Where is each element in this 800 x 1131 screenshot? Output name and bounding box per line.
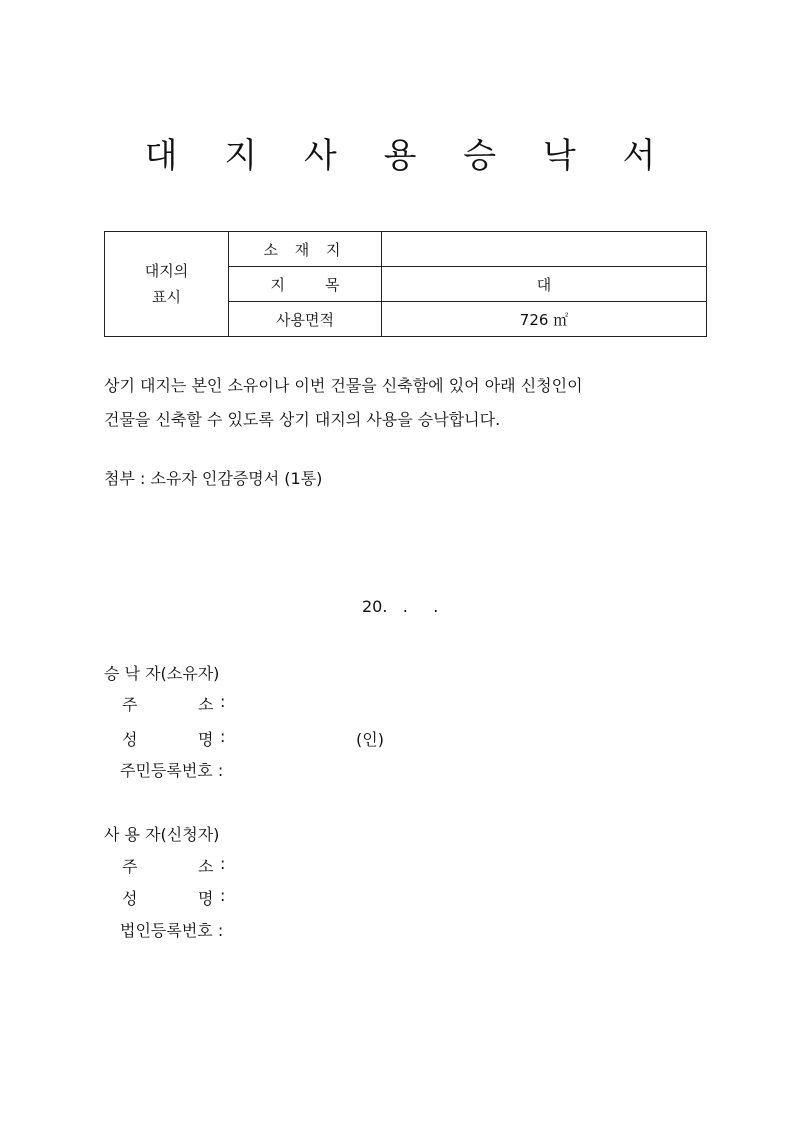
user-address-label-b: 소 — [198, 857, 214, 876]
user-address-colon: : — [220, 854, 226, 873]
grantor-name-colon: : — [220, 727, 226, 746]
seal-mark: (인) — [356, 730, 384, 749]
lot-group-label-line2: 표시 — [152, 288, 181, 306]
land-category-value: 대 — [382, 267, 707, 302]
lot-group-label-line1: 대지의 — [144, 262, 189, 280]
user-corporate-id-label: 법인등록번호 : — [120, 921, 224, 940]
location-label: 소 재 지 — [229, 232, 382, 267]
document-title: 대 지 사 용 승 낙 서 — [144, 136, 674, 176]
grantor-address-label-b: 소 — [198, 695, 214, 714]
consent-paragraph — [104, 369, 583, 437]
usage-area-label: 사용면적 — [229, 302, 382, 337]
grantor-heading: 승 낙 자(소유자) — [104, 664, 220, 683]
user-heading: 사 용 자(신청자) — [104, 825, 220, 844]
consent-line-2: 건물을 신축할 수 있도록 상기 대지의 사용을 승낙합니다. — [104, 410, 501, 429]
grantor-name-label-b: 명 — [198, 730, 214, 749]
usage-area-value: 726 ㎡ — [382, 302, 707, 337]
user-name-label-b: 명 — [198, 889, 214, 908]
location-value — [382, 232, 707, 267]
land-category-label: 지목 — [229, 267, 382, 302]
attachment-note: 첨부 : 소유자 인감증명서 (1통) — [104, 469, 323, 488]
grantor-address-colon: : — [220, 692, 226, 711]
user-address-label-a: 주 — [122, 857, 138, 876]
user-name-label-a: 성 — [122, 889, 138, 908]
consent-line-1: 상기 대지는 본인 소유이나 이번 건물을 신축함에 있어 아래 신청인이 — [104, 376, 583, 395]
date-line: 20. . . — [362, 597, 439, 616]
grantor-name-label-a: 성 — [122, 730, 138, 749]
grantor-address-label-a: 주 — [122, 695, 138, 714]
user-name-colon: : — [220, 886, 226, 905]
lot-group-label — [105, 232, 229, 337]
lot-info-table — [104, 231, 707, 337]
grantor-resident-id-label: 주민등록번호 : — [120, 761, 224, 780]
